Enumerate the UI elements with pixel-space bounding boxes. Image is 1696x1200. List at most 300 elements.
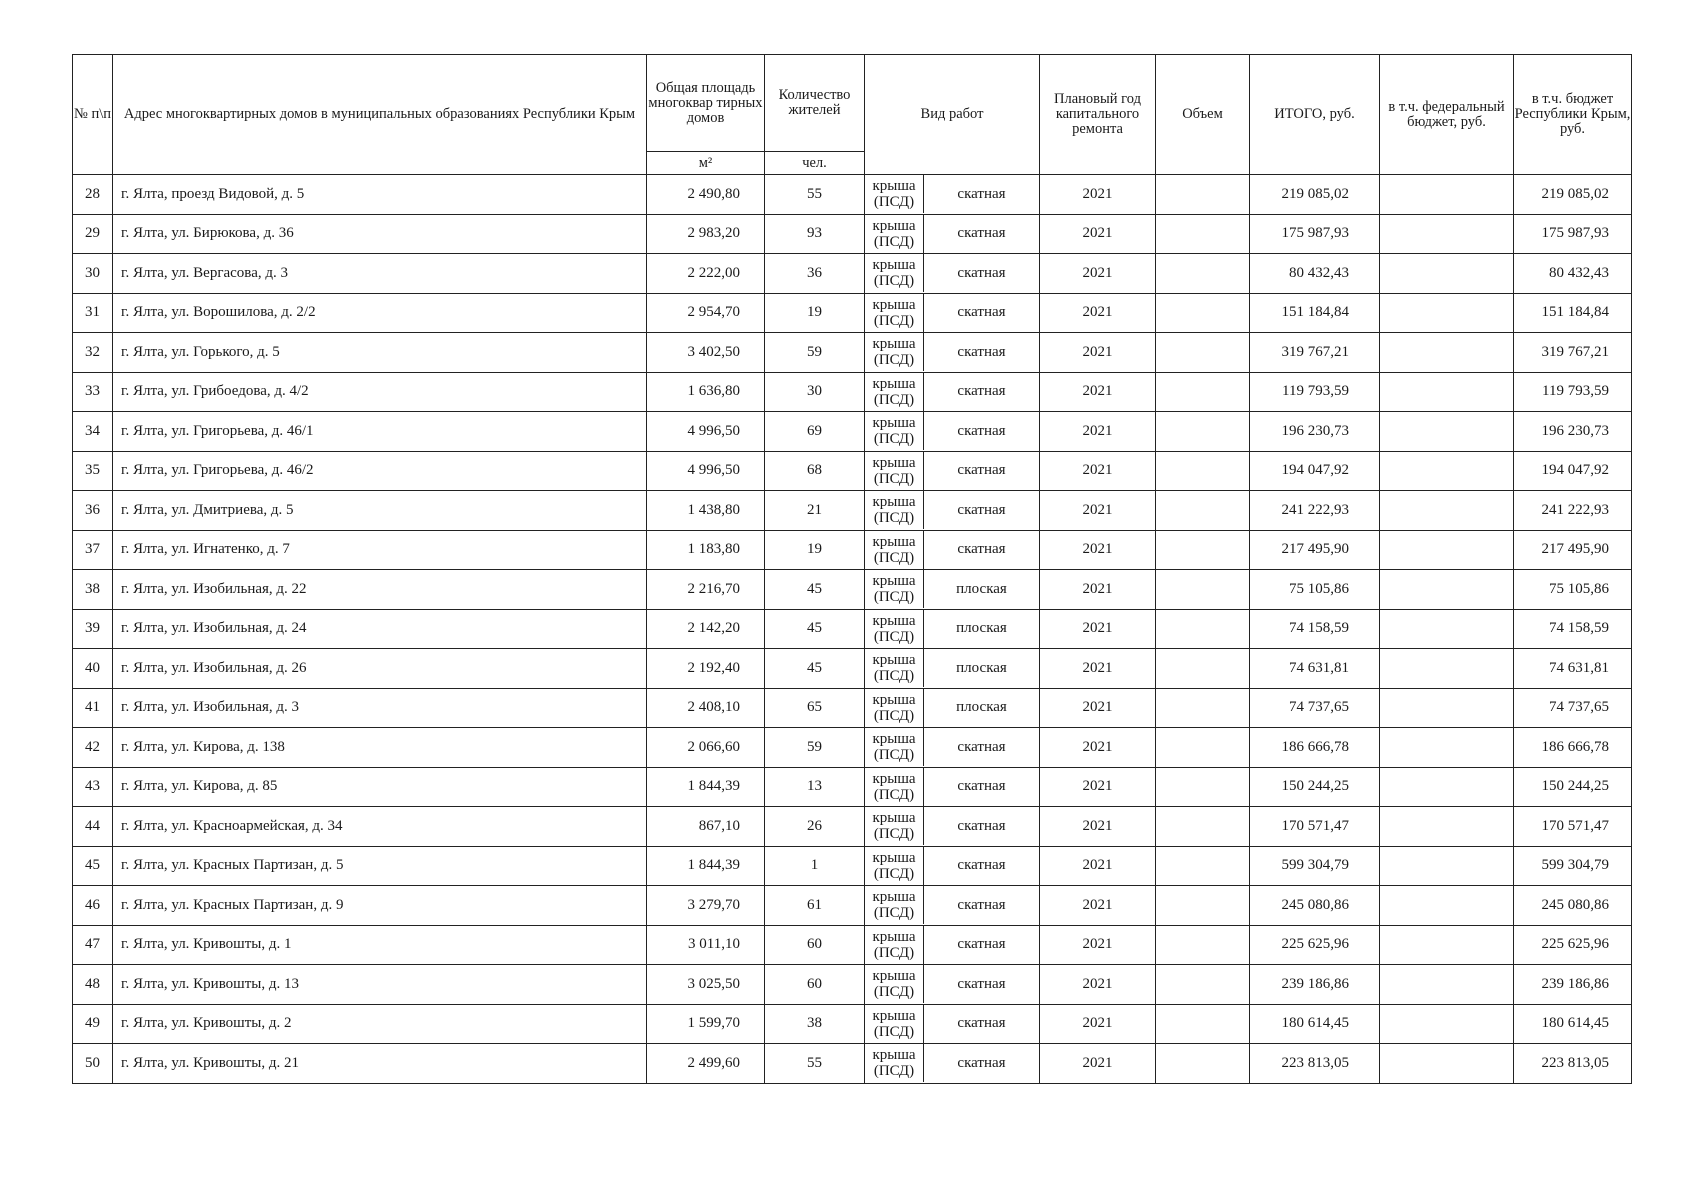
row-planned-year: 2021 — [1040, 925, 1156, 965]
row-total: 74 737,65 — [1250, 688, 1380, 728]
row-volume — [1156, 649, 1250, 689]
row-volume — [1156, 451, 1250, 491]
row-address: г. Ялта, ул. Григорьева, д. 46/1 — [113, 412, 647, 452]
row-work-type — [865, 570, 1040, 610]
row-work-item: крыша (ПСД) — [872, 810, 916, 843]
row-work-type — [865, 451, 1040, 491]
row-republic: 219 085,02 — [1514, 175, 1632, 215]
row-roof-kind: скатная — [957, 462, 1006, 479]
row-residents: 30 — [765, 372, 865, 412]
row-number: 28 — [73, 175, 113, 215]
row-number: 45 — [73, 846, 113, 886]
table-body — [73, 175, 1632, 1084]
row-number: 44 — [73, 807, 113, 847]
row-volume — [1156, 372, 1250, 412]
row-residents: 36 — [765, 254, 865, 294]
row-work-item: крыша (ПСД) — [872, 1007, 916, 1040]
row-federal — [1380, 254, 1514, 294]
row-area: 2 192,40 — [647, 649, 765, 689]
row-number: 35 — [73, 451, 113, 491]
row-work-item: крыша (ПСД) — [872, 494, 916, 527]
row-area: 4 996,50 — [647, 451, 765, 491]
row-republic: 186 666,78 — [1514, 728, 1632, 768]
document-sheet — [72, 54, 1632, 1084]
row-address: г. Ялта, ул. Вергасова, д. 3 — [113, 254, 647, 294]
row-total: 180 614,45 — [1250, 1004, 1380, 1044]
row-roof-kind: скатная — [957, 422, 1006, 439]
row-area: 2 216,70 — [647, 570, 765, 610]
row-republic: 74 737,65 — [1514, 688, 1632, 728]
row-planned-year: 2021 — [1040, 649, 1156, 689]
row-total: 186 666,78 — [1250, 728, 1380, 768]
row-work-type — [865, 649, 1040, 689]
row-federal — [1380, 333, 1514, 373]
row-address: г. Ялта, ул. Изобильная, д. 26 — [113, 649, 647, 689]
row-total: 599 304,79 — [1250, 846, 1380, 886]
row-republic: 245 080,86 — [1514, 886, 1632, 926]
row-residents: 13 — [765, 767, 865, 807]
row-work-item: крыша (ПСД) — [872, 691, 916, 724]
row-work-item: крыша (ПСД) — [872, 296, 916, 329]
header-area: Общая площадь многоквар тирных домов — [647, 55, 765, 152]
row-number: 29 — [73, 214, 113, 254]
row-federal — [1380, 412, 1514, 452]
row-federal — [1380, 925, 1514, 965]
table-row — [73, 530, 1632, 570]
header-volume: Объем — [1156, 55, 1250, 175]
row-area: 2 222,00 — [647, 254, 765, 294]
row-work-item: крыша (ПСД) — [872, 573, 916, 606]
row-residents: 61 — [765, 886, 865, 926]
row-area: 1 599,70 — [647, 1004, 765, 1044]
table-row — [73, 965, 1632, 1005]
header-republic: в т.ч. бюджет Республики Крым, руб. — [1514, 55, 1632, 175]
table-row — [73, 807, 1632, 847]
row-residents: 59 — [765, 728, 865, 768]
row-work-type — [865, 491, 1040, 531]
row-residents: 38 — [765, 1004, 865, 1044]
row-planned-year: 2021 — [1040, 846, 1156, 886]
row-area: 3 025,50 — [647, 965, 765, 1005]
table-row — [73, 293, 1632, 333]
row-roof-kind: скатная — [957, 264, 1006, 281]
row-address: г. Ялта, ул. Красноармейская, д. 34 — [113, 807, 647, 847]
row-republic: 74 631,81 — [1514, 649, 1632, 689]
row-planned-year: 2021 — [1040, 886, 1156, 926]
row-roof-kind: скатная — [957, 817, 1006, 834]
row-residents: 45 — [765, 609, 865, 649]
row-work-item: крыша (ПСД) — [872, 375, 916, 408]
row-address: г. Ялта, ул. Кривошты, д. 2 — [113, 1004, 647, 1044]
row-republic: 319 767,21 — [1514, 333, 1632, 373]
row-work-type — [865, 965, 1040, 1005]
row-number: 38 — [73, 570, 113, 610]
header-residents-unit: чел. — [765, 152, 865, 175]
row-volume — [1156, 293, 1250, 333]
row-address: г. Ялта, ул. Григорьева, д. 46/2 — [113, 451, 647, 491]
row-number: 31 — [73, 293, 113, 333]
row-work-item: крыша (ПСД) — [872, 612, 916, 645]
row-number: 40 — [73, 649, 113, 689]
row-number: 46 — [73, 886, 113, 926]
row-address: г. Ялта, ул. Ворошилова, д. 2/2 — [113, 293, 647, 333]
row-address: г. Ялта, ул. Красных Партизан, д. 9 — [113, 886, 647, 926]
row-work-type — [865, 1044, 1040, 1084]
table-row — [73, 886, 1632, 926]
row-republic: 75 105,86 — [1514, 570, 1632, 610]
row-republic: 217 495,90 — [1514, 530, 1632, 570]
row-address: г. Ялта, ул. Кривошты, д. 13 — [113, 965, 647, 1005]
header-area-unit: м² — [647, 152, 765, 175]
row-number: 48 — [73, 965, 113, 1005]
row-work-type — [865, 1004, 1040, 1044]
table-row — [73, 1044, 1632, 1084]
row-address: г. Ялта, ул. Дмитриева, д. 5 — [113, 491, 647, 531]
table-row — [73, 333, 1632, 373]
row-total: 245 080,86 — [1250, 886, 1380, 926]
table-row — [73, 846, 1632, 886]
row-work-item: крыша (ПСД) — [872, 968, 916, 1001]
row-roof-kind: скатная — [957, 343, 1006, 360]
row-federal — [1380, 609, 1514, 649]
row-planned-year: 2021 — [1040, 530, 1156, 570]
row-residents: 21 — [765, 491, 865, 531]
row-volume — [1156, 333, 1250, 373]
row-residents: 55 — [765, 175, 865, 215]
row-planned-year: 2021 — [1040, 254, 1156, 294]
row-work-type — [865, 609, 1040, 649]
row-work-type — [865, 846, 1040, 886]
row-address: г. Ялта, ул. Кривошты, д. 1 — [113, 925, 647, 965]
row-work-item: крыша (ПСД) — [872, 454, 916, 487]
row-republic: 239 186,86 — [1514, 965, 1632, 1005]
row-address: г. Ялта, проезд Видовой, д. 5 — [113, 175, 647, 215]
table-row — [73, 925, 1632, 965]
row-work-type — [865, 767, 1040, 807]
table-row — [73, 649, 1632, 689]
row-republic: 194 047,92 — [1514, 451, 1632, 491]
row-address: г. Ялта, ул. Горького, д. 5 — [113, 333, 647, 373]
row-address: г. Ялта, ул. Бирюкова, д. 36 — [113, 214, 647, 254]
row-roof-kind: скатная — [957, 778, 1006, 795]
row-number: 50 — [73, 1044, 113, 1084]
row-republic: 196 230,73 — [1514, 412, 1632, 452]
row-republic: 599 304,79 — [1514, 846, 1632, 886]
row-work-type — [865, 372, 1040, 412]
row-volume — [1156, 570, 1250, 610]
row-federal — [1380, 1044, 1514, 1084]
header-planned-year: Плановый год капитального ремонта — [1040, 55, 1156, 175]
row-roof-kind: скатная — [957, 857, 1006, 874]
row-work-type — [865, 293, 1040, 333]
row-work-item: крыша (ПСД) — [872, 257, 916, 290]
row-residents: 45 — [765, 649, 865, 689]
row-work-type — [865, 807, 1040, 847]
row-roof-kind: скатная — [957, 225, 1006, 242]
row-federal — [1380, 886, 1514, 926]
row-republic: 80 432,43 — [1514, 254, 1632, 294]
table-row — [73, 412, 1632, 452]
row-residents: 65 — [765, 688, 865, 728]
row-work-item: крыша (ПСД) — [872, 1047, 916, 1080]
row-address: г. Ялта, ул. Изобильная, д. 3 — [113, 688, 647, 728]
row-republic: 223 813,05 — [1514, 1044, 1632, 1084]
header-residents: Количество жителей — [765, 55, 865, 152]
row-planned-year: 2021 — [1040, 293, 1156, 333]
row-volume — [1156, 767, 1250, 807]
row-federal — [1380, 175, 1514, 215]
row-residents: 19 — [765, 530, 865, 570]
row-republic: 119 793,59 — [1514, 372, 1632, 412]
table-row — [73, 688, 1632, 728]
row-area: 3 402,50 — [647, 333, 765, 373]
row-total: 74 158,59 — [1250, 609, 1380, 649]
row-roof-kind: плоская — [956, 580, 1007, 597]
row-number: 37 — [73, 530, 113, 570]
row-republic: 241 222,93 — [1514, 491, 1632, 531]
row-work-type — [865, 886, 1040, 926]
row-roof-kind: плоская — [956, 620, 1007, 637]
row-roof-kind: скатная — [957, 936, 1006, 953]
row-federal — [1380, 649, 1514, 689]
table-header — [73, 55, 1632, 175]
row-work-type — [865, 925, 1040, 965]
row-area: 2 490,80 — [647, 175, 765, 215]
row-work-item: крыша (ПСД) — [872, 415, 916, 448]
table-row — [73, 570, 1632, 610]
row-republic: 175 987,93 — [1514, 214, 1632, 254]
table-row — [73, 767, 1632, 807]
row-residents: 93 — [765, 214, 865, 254]
row-planned-year: 2021 — [1040, 372, 1156, 412]
row-volume — [1156, 688, 1250, 728]
row-volume — [1156, 886, 1250, 926]
table-row — [73, 728, 1632, 768]
row-work-item: крыша (ПСД) — [872, 889, 916, 922]
table-row — [73, 609, 1632, 649]
row-work-item: крыша (ПСД) — [872, 652, 916, 685]
row-address: г. Ялта, ул. Кривошты, д. 21 — [113, 1044, 647, 1084]
row-roof-kind: скатная — [957, 383, 1006, 400]
row-work-type — [865, 175, 1040, 215]
row-number: 32 — [73, 333, 113, 373]
row-federal — [1380, 530, 1514, 570]
row-volume — [1156, 254, 1250, 294]
row-volume — [1156, 807, 1250, 847]
row-work-type — [865, 254, 1040, 294]
row-roof-kind: скатная — [957, 975, 1006, 992]
row-area: 1 844,39 — [647, 767, 765, 807]
row-number: 41 — [73, 688, 113, 728]
row-planned-year: 2021 — [1040, 175, 1156, 215]
table-row — [73, 491, 1632, 531]
row-area: 2 954,70 — [647, 293, 765, 333]
row-volume — [1156, 175, 1250, 215]
row-area: 2 142,20 — [647, 609, 765, 649]
row-federal — [1380, 767, 1514, 807]
table-row — [73, 175, 1632, 215]
row-work-type — [865, 214, 1040, 254]
row-work-item: крыша (ПСД) — [872, 178, 916, 211]
row-area: 3 011,10 — [647, 925, 765, 965]
row-volume — [1156, 925, 1250, 965]
row-planned-year: 2021 — [1040, 1044, 1156, 1084]
row-residents: 55 — [765, 1044, 865, 1084]
row-volume — [1156, 846, 1250, 886]
row-roof-kind: скатная — [957, 738, 1006, 755]
row-work-item: крыша (ПСД) — [872, 928, 916, 961]
row-residents: 59 — [765, 333, 865, 373]
row-roof-kind: плоская — [956, 699, 1007, 716]
row-work-type — [865, 412, 1040, 452]
row-volume — [1156, 1004, 1250, 1044]
row-number: 30 — [73, 254, 113, 294]
row-total: 223 813,05 — [1250, 1044, 1380, 1084]
row-total: 239 186,86 — [1250, 965, 1380, 1005]
row-federal — [1380, 728, 1514, 768]
row-work-type — [865, 333, 1040, 373]
row-roof-kind: плоская — [956, 659, 1007, 676]
row-roof-kind: скатная — [957, 896, 1006, 913]
row-roof-kind: скатная — [957, 304, 1006, 321]
table-row — [73, 451, 1632, 491]
table-row — [73, 254, 1632, 294]
row-federal — [1380, 214, 1514, 254]
row-federal — [1380, 846, 1514, 886]
row-address: г. Ялта, ул. Изобильная, д. 22 — [113, 570, 647, 610]
row-planned-year: 2021 — [1040, 767, 1156, 807]
row-number: 39 — [73, 609, 113, 649]
row-work-type — [865, 530, 1040, 570]
row-roof-kind: скатная — [957, 1015, 1006, 1032]
row-area: 3 279,70 — [647, 886, 765, 926]
row-work-item: крыша (ПСД) — [872, 217, 916, 250]
row-volume — [1156, 609, 1250, 649]
header-num: № п\п — [73, 55, 113, 175]
header-federal: в т.ч. федеральный бюджет, руб. — [1380, 55, 1514, 175]
row-total: 150 244,25 — [1250, 767, 1380, 807]
header-work-type: Вид работ — [865, 55, 1040, 175]
row-total: 196 230,73 — [1250, 412, 1380, 452]
row-federal — [1380, 491, 1514, 531]
row-number: 36 — [73, 491, 113, 531]
row-federal — [1380, 570, 1514, 610]
row-republic: 74 158,59 — [1514, 609, 1632, 649]
row-area: 2 983,20 — [647, 214, 765, 254]
row-work-item: крыша (ПСД) — [872, 849, 916, 882]
row-total: 170 571,47 — [1250, 807, 1380, 847]
row-planned-year: 2021 — [1040, 491, 1156, 531]
repair-program-table — [72, 54, 1632, 1084]
row-residents: 69 — [765, 412, 865, 452]
row-volume — [1156, 491, 1250, 531]
row-republic: 180 614,45 — [1514, 1004, 1632, 1044]
row-total: 75 105,86 — [1250, 570, 1380, 610]
row-volume — [1156, 1044, 1250, 1084]
row-work-item: крыша (ПСД) — [872, 336, 916, 369]
row-work-item: крыша (ПСД) — [872, 731, 916, 764]
table-row — [73, 1004, 1632, 1044]
row-number: 43 — [73, 767, 113, 807]
row-area: 867,10 — [647, 807, 765, 847]
row-planned-year: 2021 — [1040, 570, 1156, 610]
row-residents: 68 — [765, 451, 865, 491]
row-residents: 19 — [765, 293, 865, 333]
row-number: 33 — [73, 372, 113, 412]
row-roof-kind: скатная — [957, 501, 1006, 518]
row-total: 119 793,59 — [1250, 372, 1380, 412]
row-planned-year: 2021 — [1040, 807, 1156, 847]
header-total: ИТОГО, руб. — [1250, 55, 1380, 175]
row-residents: 1 — [765, 846, 865, 886]
row-volume — [1156, 530, 1250, 570]
row-planned-year: 2021 — [1040, 412, 1156, 452]
row-number: 42 — [73, 728, 113, 768]
row-number: 47 — [73, 925, 113, 965]
table-row — [73, 372, 1632, 412]
row-work-type — [865, 728, 1040, 768]
row-work-type — [865, 688, 1040, 728]
row-address: г. Ялта, ул. Кирова, д. 138 — [113, 728, 647, 768]
row-area: 1 844,39 — [647, 846, 765, 886]
row-address: г. Ялта, ул. Изобильная, д. 24 — [113, 609, 647, 649]
row-roof-kind: скатная — [957, 1054, 1006, 1071]
row-number: 49 — [73, 1004, 113, 1044]
row-federal — [1380, 1004, 1514, 1044]
row-planned-year: 2021 — [1040, 1004, 1156, 1044]
row-volume — [1156, 214, 1250, 254]
row-residents: 60 — [765, 925, 865, 965]
row-volume — [1156, 965, 1250, 1005]
row-republic: 170 571,47 — [1514, 807, 1632, 847]
row-address: г. Ялта, ул. Грибоедова, д. 4/2 — [113, 372, 647, 412]
row-federal — [1380, 451, 1514, 491]
row-republic: 150 244,25 — [1514, 767, 1632, 807]
row-roof-kind: скатная — [957, 541, 1006, 558]
row-address: г. Ялта, ул. Игнатенко, д. 7 — [113, 530, 647, 570]
row-residents: 26 — [765, 807, 865, 847]
row-residents: 60 — [765, 965, 865, 1005]
row-total: 194 047,92 — [1250, 451, 1380, 491]
row-planned-year: 2021 — [1040, 728, 1156, 768]
row-work-item: крыша (ПСД) — [872, 770, 916, 803]
row-federal — [1380, 807, 1514, 847]
table-row — [73, 214, 1632, 254]
row-total: 319 767,21 — [1250, 333, 1380, 373]
row-total: 80 432,43 — [1250, 254, 1380, 294]
row-total: 219 085,02 — [1250, 175, 1380, 215]
row-republic: 225 625,96 — [1514, 925, 1632, 965]
row-number: 34 — [73, 412, 113, 452]
header-address: Адрес многоквартирных домов в муниципальных образованиях Республики Крым — [113, 55, 647, 175]
row-total: 151 184,84 — [1250, 293, 1380, 333]
row-planned-year: 2021 — [1040, 214, 1156, 254]
row-address: г. Ялта, ул. Кирова, д. 85 — [113, 767, 647, 807]
row-work-item: крыша (ПСД) — [872, 533, 916, 566]
row-planned-year: 2021 — [1040, 609, 1156, 649]
row-total: 175 987,93 — [1250, 214, 1380, 254]
row-residents: 45 — [765, 570, 865, 610]
row-area: 1 636,80 — [647, 372, 765, 412]
row-total: 225 625,96 — [1250, 925, 1380, 965]
row-area: 1 438,80 — [647, 491, 765, 531]
row-area: 2 499,60 — [647, 1044, 765, 1084]
row-planned-year: 2021 — [1040, 965, 1156, 1005]
row-federal — [1380, 293, 1514, 333]
row-total: 217 495,90 — [1250, 530, 1380, 570]
row-address: г. Ялта, ул. Красных Партизан, д. 5 — [113, 846, 647, 886]
row-area: 4 996,50 — [647, 412, 765, 452]
